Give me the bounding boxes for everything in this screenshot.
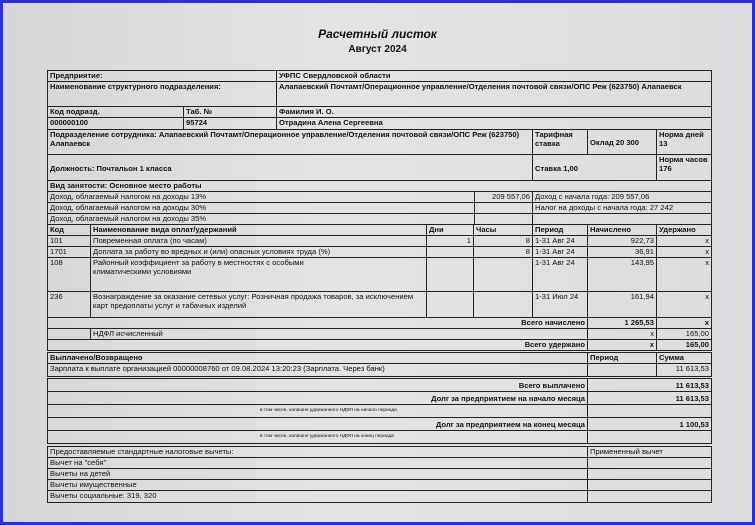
row-code: 236 bbox=[47, 291, 91, 318]
row-hours bbox=[473, 257, 533, 292]
payment-row-period bbox=[587, 363, 657, 377]
row-code: 1701 bbox=[47, 246, 91, 258]
norm-days: Норма дней 13 bbox=[656, 129, 712, 155]
deduction-item: Вычеты на детей bbox=[47, 468, 588, 480]
row-hours bbox=[473, 291, 533, 318]
row-name: Доплата за работу во вредных и (или) опасных условиях труда (%) bbox=[90, 246, 427, 258]
tab-label: Таб. № bbox=[183, 106, 277, 118]
total-accrued-label: Всего начислено bbox=[47, 317, 588, 329]
ndfl-x: x bbox=[587, 328, 657, 340]
row-period: 1-31 Авг 24 bbox=[532, 246, 588, 258]
division-label: Наименование структурного подразделения: bbox=[47, 81, 277, 107]
document-title: Расчетный листок bbox=[318, 27, 437, 41]
ndfl-label: НДФЛ исчисленный bbox=[90, 328, 588, 340]
name-value: Отрадина Алена Сергеевна bbox=[276, 117, 712, 130]
income-ytd: Доход с начала года: 209 557,06 bbox=[532, 191, 712, 203]
row-name: Повременная оплата (по часам) bbox=[90, 235, 427, 247]
employment-type: Вид занятости: Основное место работы bbox=[47, 180, 712, 192]
row-code: 108 bbox=[47, 257, 91, 292]
division-value: Алапаевский Почтамт/Операционное управление/Отделения почтовой связи/ОПС Реж (623750) Алапаевск bbox=[276, 81, 712, 107]
deduction-item: Вычет на "себя" bbox=[47, 457, 588, 469]
row-accrued: 36,91 bbox=[587, 246, 657, 258]
deduction-item-value bbox=[587, 490, 712, 503]
rate: Ставка 1,00 bbox=[532, 154, 657, 181]
row-days bbox=[426, 291, 474, 318]
total-paid-label: Всего выплачено bbox=[47, 378, 588, 392]
debt-end-value: 1 100,53 bbox=[587, 417, 712, 431]
col-period-header: Период bbox=[532, 224, 588, 236]
deduction-item: Вычеты имущественные bbox=[47, 479, 588, 491]
col-hours-header: Часы bbox=[473, 224, 533, 236]
debt-end-note-value bbox=[587, 430, 712, 444]
row-accrued: 922,73 bbox=[587, 235, 657, 247]
debt-start-label: Долг за предприятием на начало месяца bbox=[47, 391, 588, 405]
row-period: 1-31 Авг 24 bbox=[532, 235, 588, 247]
row-period: 1-31 Авг 24 bbox=[532, 257, 588, 292]
income-13-value: 209 557,06 bbox=[474, 191, 533, 203]
employee-division: Подразделение сотрудника: Алапаевский Почтамт/Операционное управление/Отделения почтовой связи/ОПС Реж (623750) Алапаевск bbox=[47, 129, 533, 155]
total-withheld-value: 165,00 bbox=[656, 339, 712, 351]
total-accrued-x: x bbox=[656, 317, 712, 329]
row-hours: 8 bbox=[473, 246, 533, 258]
salary: Оклад 20 300 bbox=[587, 129, 657, 155]
debt-start-note-value bbox=[587, 404, 712, 418]
row-withheld: x bbox=[656, 257, 712, 292]
code-label: Код подразд. bbox=[47, 106, 184, 118]
enterprise-label: Предприятие: bbox=[47, 70, 277, 82]
payment-row-value: 11 613,53 bbox=[656, 363, 712, 377]
payment-row-label: Зарплата к выплате организацией 00000008760 от 09.08.2024 13:20:23 (Зарплата. Через банк) bbox=[47, 363, 588, 377]
ndfl-value: 165,00 bbox=[656, 328, 712, 340]
debt-start-note: в том числе, излишне удержанного НДФЛ на начало периода bbox=[47, 404, 588, 418]
deductions-applied-header: Примененный вычет bbox=[587, 446, 712, 458]
row-accrued: 143,95 bbox=[587, 257, 657, 292]
document-period: Август 2024 bbox=[348, 44, 407, 55]
tax-ytd: Налог на доходы с начала года: 27 242 bbox=[532, 202, 712, 214]
income-35-label: Доход, облагаемый налогом на доходы 35% bbox=[47, 213, 475, 225]
tab-value: 95724 bbox=[183, 117, 277, 130]
payments-sum-header: Сумма bbox=[656, 352, 712, 364]
row-name: Районный коэффициент за работу в местностях с особыми климатическими условиями bbox=[90, 257, 427, 292]
col-days-header: Дни bbox=[426, 224, 474, 236]
row-withheld: x bbox=[656, 291, 712, 318]
debt-end-label: Долг за предприятием на конец месяца bbox=[47, 417, 588, 431]
debt-end-note: в том числе, излишне удержанного НДФЛ на конец периода bbox=[47, 430, 588, 444]
debt-start-value: 11 613,53 bbox=[587, 391, 712, 405]
payments-section-label: Выплачено/Возвращено bbox=[47, 352, 588, 364]
col-withheld-header: Удержано bbox=[656, 224, 712, 236]
row-hours: 8 bbox=[473, 235, 533, 247]
deduction-item: Вычеты социальные: 319, 320 bbox=[47, 490, 588, 503]
total-accrued-value: 1 265,53 bbox=[587, 317, 657, 329]
total-withheld-x: x bbox=[587, 339, 657, 351]
payments-period-header: Период bbox=[587, 352, 657, 364]
tariff-label: Тарифная ставка bbox=[532, 129, 588, 155]
row-days: 1 bbox=[426, 235, 474, 247]
col-code-header: Код bbox=[47, 224, 91, 236]
income-30-label: Доход, облагаемый налогом на доходы 30% bbox=[47, 202, 475, 214]
enterprise-value: УФПС Свердловской области bbox=[276, 70, 712, 82]
total-paid-value: 11 613,53 bbox=[587, 378, 712, 392]
deductions-title: Предоставляемые стандартные налоговые вычеты: bbox=[47, 446, 588, 458]
total-withheld-label: Всего удержано bbox=[47, 339, 588, 351]
income-13-label: Доход, облагаемый налогом на доходы 13% bbox=[47, 191, 475, 203]
row-accrued: 161,94 bbox=[587, 291, 657, 318]
row-withheld: x bbox=[656, 235, 712, 247]
norm-hours: Норма часов 176 bbox=[656, 154, 712, 181]
code-value: 000000100 bbox=[47, 117, 184, 130]
row-name: Вознаграждение за оказание сетевых услуг: Розничная продажа товаров, за исключением карт предоплаты услуг и табачных изделий bbox=[90, 291, 427, 318]
position: Должность: Почтальон 1 класса bbox=[47, 154, 533, 181]
row-days bbox=[426, 257, 474, 292]
row-withheld: x bbox=[656, 246, 712, 258]
col-name-header: Наименование вида оплат/удержаний bbox=[90, 224, 427, 236]
row-code: 101 bbox=[47, 235, 91, 247]
row-period: 1-31 Июл 24 bbox=[532, 291, 588, 318]
name-label: Фамилия И. О. bbox=[276, 106, 712, 118]
col-accrued-header: Начислено bbox=[587, 224, 657, 236]
